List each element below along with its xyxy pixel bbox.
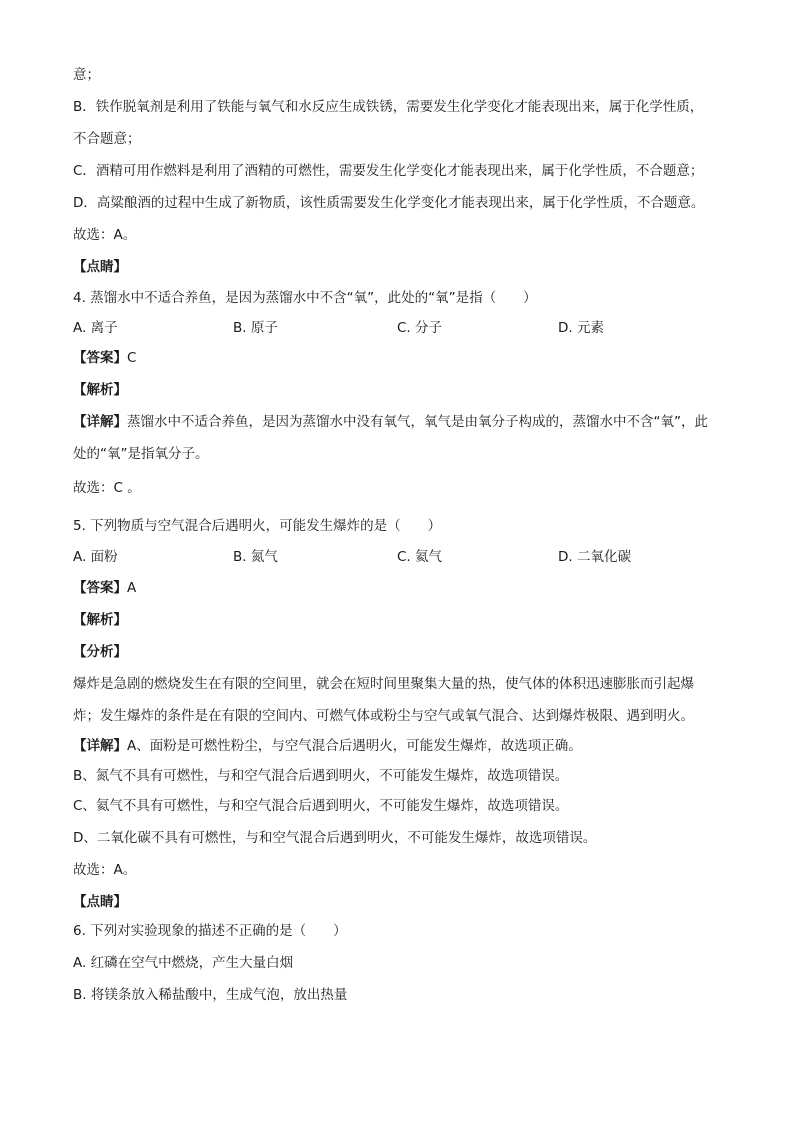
q3-line-tail: 意； bbox=[73, 67, 100, 83]
q4-detail bbox=[73, 413, 708, 431]
q6-stem: 6. 下列对实验现象的描述不正确的是（ ） bbox=[73, 923, 347, 939]
q5-detail-a: A、面粉是可燃性粉尘，与空气混合后遇明火，可能发生爆炸，故选项正确。 bbox=[127, 738, 582, 754]
q3-option-c-explanation: C．酒精可用作燃料是利用了酒精的可燃性，需要发生化学变化才能表现出来，属于化学性质，不合题意； bbox=[73, 163, 704, 179]
q5-detail-b: B、氮气不具有可燃性，与和空气混合后遇到明火，不可能发生爆炸，故选项错误。 bbox=[73, 768, 569, 784]
q4-answer-tag: 【答案】 bbox=[73, 350, 127, 366]
q4-detail-text: 蒸馏水中不适合养鱼，是因为蒸馏水中没有氧气，氧气是由氧分子构成的，蒸馏水中不含“氧”，此 bbox=[127, 414, 708, 430]
q5-comment-tag: 【点睛】 bbox=[73, 894, 127, 910]
q5-detail-c: C、氦气不具有可燃性，与和空气混合后遇到明火，不可能发生爆炸，故选项错误。 bbox=[73, 798, 569, 814]
q5-answer bbox=[73, 579, 136, 597]
q4-choice: 故选：C 。 bbox=[73, 480, 141, 496]
q6-option-a: A. 红磷在空气中燃烧，产生大量白烟 bbox=[73, 955, 294, 971]
q3-option-b-explanation-cont: 不合题意； bbox=[73, 131, 141, 147]
q5-detail-d: D、二氧化碳不具有可燃性，与和空气混合后遇到明火，不可能发生爆炸，故选项错误。 bbox=[73, 830, 597, 846]
q4-option-b: B. 原子 bbox=[233, 320, 278, 336]
q5-detail-tag: 【详解】 bbox=[73, 738, 127, 754]
q5-detail bbox=[73, 737, 582, 755]
q5-answer-value: A bbox=[127, 580, 137, 596]
q3-choice: 故选：A。 bbox=[73, 227, 137, 243]
q5-option-c: C. 氦气 bbox=[397, 549, 443, 565]
q6-option-b: B. 将镁条放入稀盐酸中，生成气泡，放出热量 bbox=[73, 987, 348, 1003]
q4-option-a: A. 离子 bbox=[73, 320, 118, 336]
q5-option-b: B. 氮气 bbox=[233, 549, 278, 565]
q5-options bbox=[73, 548, 713, 566]
q4-options bbox=[73, 319, 713, 337]
q4-answer-value: C bbox=[127, 350, 137, 366]
q4-analysis-tag: 【解析】 bbox=[73, 382, 127, 398]
q5-stem: 5. 下列物质与空气混合后遇明火，可能发生爆炸的是（ ） bbox=[73, 518, 442, 534]
q4-stem: 4. 蒸馏水中不适合养鱼，是因为蒸馏水中不含“氧”，此处的“氧”是指（ ） bbox=[73, 290, 537, 306]
q4-detail-tag: 【详解】 bbox=[73, 414, 127, 430]
q3-comment-tag: 【点睛】 bbox=[73, 259, 127, 275]
q3-option-b-explanation: B．铁作脱氧剂是利用了铁能与氧气和水反应生成铁锈，需要发生化学变化才能表现出来，属于化学性质， bbox=[73, 99, 704, 115]
q5-answer-tag: 【答案】 bbox=[73, 580, 127, 596]
q5-fenxi-text: 爆炸是急剧的燃烧发生在有限的空间里，就会在短时间里聚集大量的热，使气体的体积迅速膨胀而引起爆 bbox=[73, 676, 694, 692]
q4-option-d: D. 元素 bbox=[558, 320, 604, 336]
q5-fenxi-tag: 【分析】 bbox=[73, 644, 127, 660]
q4-answer bbox=[73, 349, 136, 367]
q5-choice: 故选：A。 bbox=[73, 862, 137, 878]
q5-option-a: A. 面粉 bbox=[73, 549, 118, 565]
q4-option-c: C. 分子 bbox=[397, 320, 443, 336]
q4-detail-cont: 处的“氧”是指氧分子。 bbox=[73, 446, 209, 462]
q5-option-d: D. 二氧化碳 bbox=[558, 549, 631, 565]
q3-option-d-explanation: D．高粱酿酒的过程中生成了新物质，该性质需要发生化学变化才能表现出来，属于化学性质，不合题意。 bbox=[73, 195, 705, 211]
q5-fenxi-text-cont: 炸；发生爆炸的条件是在有限的空间内、可燃气体或粉尘与空气或氧气混合、达到爆炸极限、遇到明火。 bbox=[73, 708, 694, 724]
q5-analysis-tag: 【解析】 bbox=[73, 612, 127, 628]
